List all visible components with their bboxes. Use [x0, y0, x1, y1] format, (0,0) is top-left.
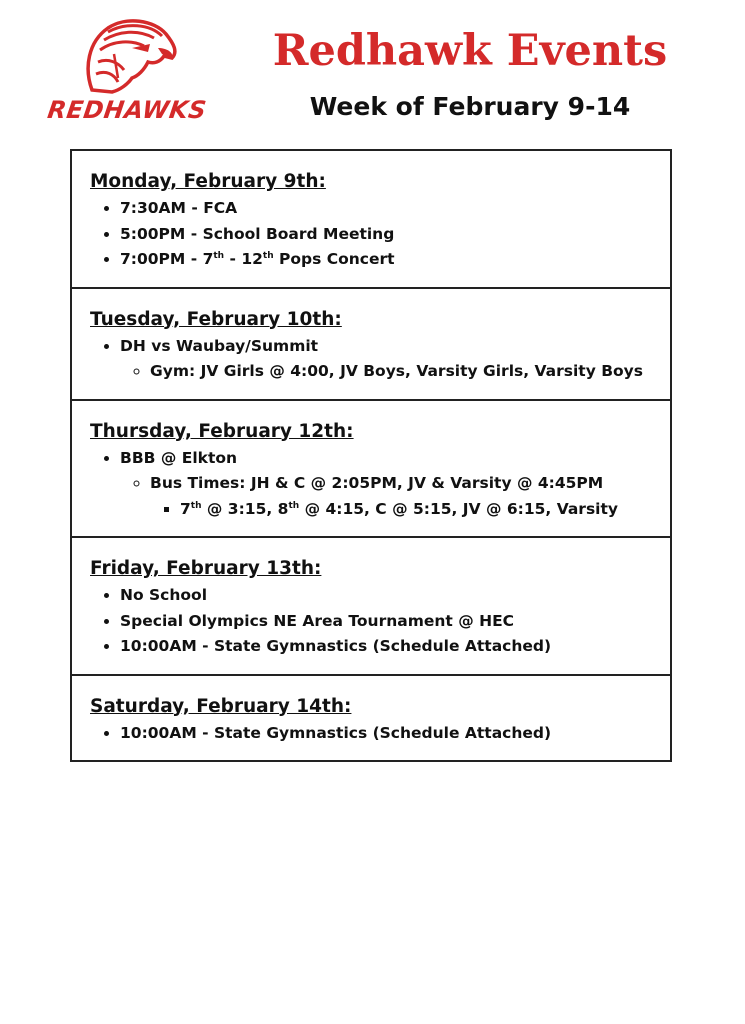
event-text: DH vs Waubay/Summit	[120, 336, 319, 355]
day-heading: Thursday, February 12th:	[90, 420, 354, 442]
event-item: • 10:00AM - State Gymnastics (Schedule Attached)	[120, 721, 652, 747]
event-subitem	[150, 471, 652, 522]
event-item: • Special Olympics NE Area Tournament @ HEC	[120, 609, 652, 635]
event-list	[90, 446, 652, 523]
day-thursday	[72, 401, 670, 539]
day-heading: Saturday, February 14th:	[90, 695, 352, 717]
event-list	[90, 334, 652, 385]
day-heading: Tuesday, February 10th:	[90, 308, 342, 330]
day-tuesday	[72, 289, 670, 401]
event-list	[90, 721, 652, 747]
day-friday	[72, 538, 670, 676]
event-sublist	[120, 471, 652, 522]
event-sublist	[120, 359, 652, 385]
event-subsublist	[150, 497, 652, 523]
page-title: Redhawk Events	[272, 26, 668, 76]
page-subtitle: Week of February 9-14	[309, 92, 631, 121]
hawk-head-icon	[74, 18, 184, 98]
logo-wordmark: REDHAWKS	[45, 96, 209, 124]
event-item	[120, 446, 652, 523]
event-item: • 5:00PM - School Board Meeting	[120, 222, 652, 248]
event-item: • 7:30AM - FCA	[120, 196, 652, 222]
day-monday	[72, 151, 670, 289]
event-subitem: ◦ Gym: JV Girls @ 4:00, JV Boys, Varsity Girls, Varsity Boys	[150, 359, 652, 385]
day-heading: Monday, February 9th:	[90, 171, 326, 192]
event-item: • No School	[120, 583, 652, 609]
redhawks-logo	[26, 18, 228, 128]
day-saturday	[72, 676, 670, 761]
event-item: • 10:00AM - State Gymnastics (Schedule Attached)	[120, 634, 652, 660]
event-subsubitem: ▪ 7th @ 3:15, 8th @ 4:15, C @ 5:15, JV @ 6:15, Varsity	[180, 497, 652, 523]
event-list	[90, 196, 652, 273]
day-heading: Friday, February 13th:	[90, 558, 322, 579]
event-subitem-text: Bus Times: JH & C @ 2:05PM, JV & Varsity @ 4:45PM	[150, 474, 604, 492]
event-text: BBB @ Elkton	[120, 448, 238, 467]
events-schedule	[70, 149, 672, 762]
event-list	[90, 583, 652, 660]
event-item: • 7:00PM - 7th - 12th Pops Concert	[120, 247, 652, 273]
event-item	[120, 334, 652, 385]
